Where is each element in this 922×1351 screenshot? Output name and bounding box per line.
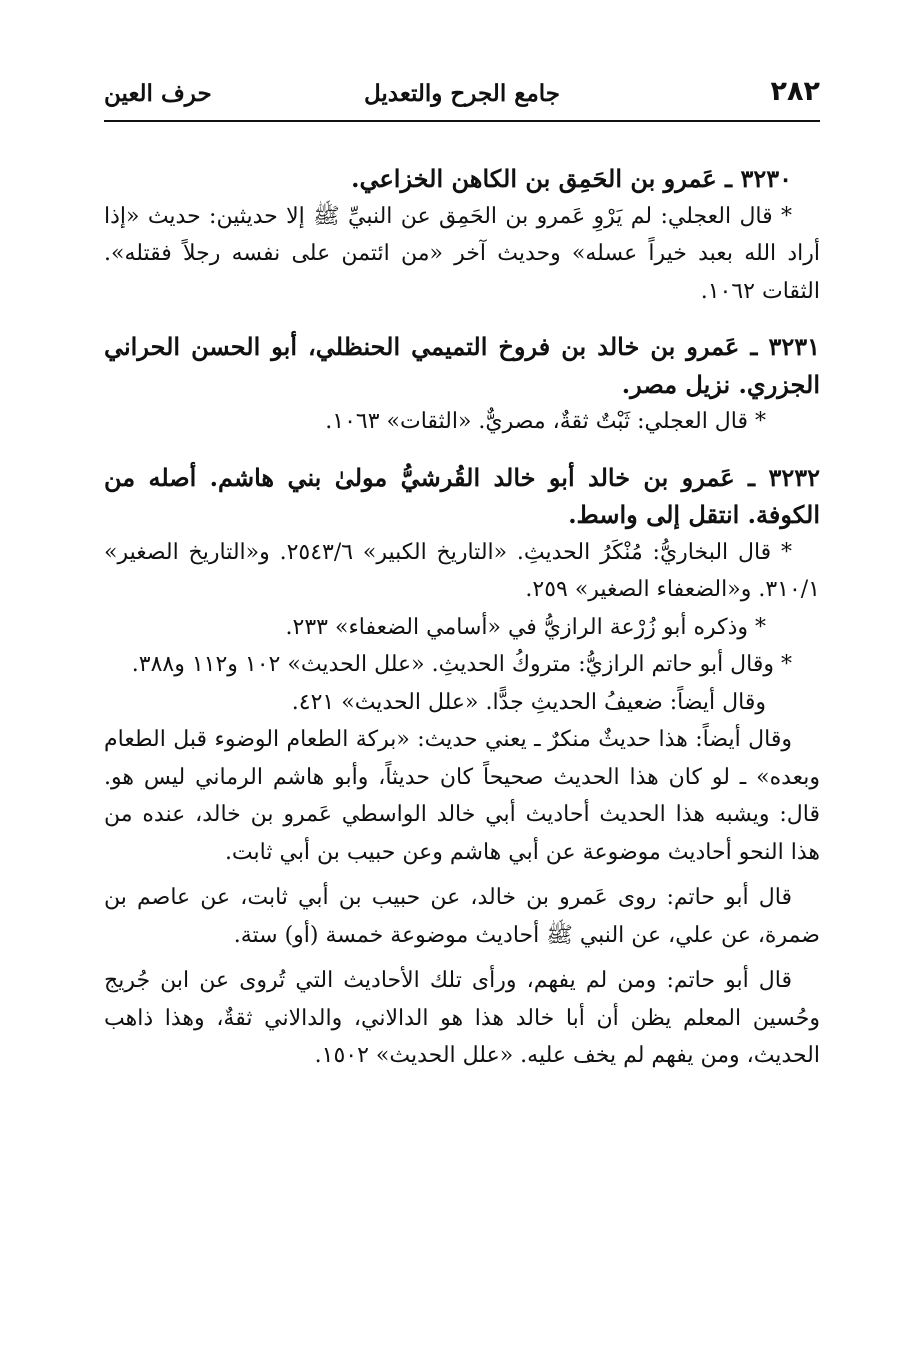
paragraph-gap [104, 954, 820, 962]
page-body [104, 160, 820, 1093]
entry-3230 [104, 160, 820, 310]
entry-paragraph: * قال البخاريُّ: مُنْكَرُ الحديثِ. «التاريخ الكبير» ٢٥٤٣/٦. و«التاريخ الصغير» ٣١٠/١. و«الضعفاء الصغير» ٢٥٩. [104, 539, 820, 602]
entry-paragraph: قال أبو حاتم: روى عَمرو بن خالد، عن حبيب بن أبي ثابت، عن عاصم بن ضمرة، عن علي، عن النبي ﷺ أحاديث موضوعة خمسة (أو) ستة. [104, 885, 820, 948]
entry-heading: ٣٢٣٢ ـ عَمرو بن خالد أبو خالد القُرشيُّ مولىٰ بني هاشم. أصله من الكوفة. انتقل إلى واسط. [104, 462, 820, 529]
entry-paragraph: وقال أيضاً: هذا حديثٌ منكرٌ ـ يعني حديث: «بركة الطعام الوضوء قبل الطعام وبعده» ـ لو كان هذا الحديث صحيحاً كان حديثاً، وأبو هاشم الرماني ليس هو. قال: ويشبه هذا الحديث أحاديث أبي خالد الواسطي عَمرو بن خالد، عنده من هذا النحو أحاديث موضوعة عن أبي هاشم وعن حبيب بن أبي ثابت. [104, 727, 820, 865]
header-rule [104, 120, 820, 122]
entry-paragraph: * قال العجلي: لم يَرْوِ عَمرو بن الحَمِق عن النبيِّ ﷺ إلا حديثين: حديث «إذا أراد الله بعبد خيراً عسله» وحديث آخر «من ائتمن على نفسه رجلاً فقتله». الثقات ١٠٦٢. [104, 203, 820, 304]
entry-paragraph: * وقال أبو حاتم الرازيُّ: متروكُ الحديثِ. «علل الحديث» ١٠٢ و١١٢ و٣٨٨. [131, 652, 792, 677]
entry-paragraph: * وذكره أبو زُرْعة الرازيُّ في «أسامي الضعفاء» ٢٣٣. [285, 614, 766, 640]
paragraph-gap [104, 871, 820, 879]
entry-heading: ٣٢٣١ ـ عَمرو بن خالد بن فروخ التميمي الحنظلي، أبو الحسن الحراني الجزري. نزيل مصر. [104, 332, 820, 399]
entry-paragraph: وقال أيضاً: ضعيفُ الحديثِ جدًّا. «علل الحديث» ٤٢١. [291, 689, 766, 715]
book-title: جامع الجرح والتعديل [363, 80, 561, 107]
entry-3232 [104, 459, 820, 1075]
entry-3231 [104, 328, 820, 441]
entry-heading: ٣٢٣٠ ـ عَمرو بن الحَمِق بن الكاهن الخزاعي. [351, 164, 792, 193]
entry-paragraph: قال أبو حاتم: ومن لم يفهم، ورأى تلك الأحاديث التي تُروى عن ابن جُريج وحُسين المعلم يظن أن أبا خالد هذا هو الدالاني، والدالاني ثقةٌ، وهذا ذاهب الحديث، ومن يفهم لم يخف عليه. «علل الحديث» ١٥٠٢. [104, 968, 820, 1068]
entry-paragraph: * قال العجلي: ثَبْتٌ ثقةٌ، مصريٌّ. «الثقات» ١٠٦٣. [325, 409, 766, 434]
page-number: ٢٨٢ [770, 76, 820, 107]
chapter-title: حرف العين [104, 80, 212, 107]
running-header [104, 76, 820, 116]
